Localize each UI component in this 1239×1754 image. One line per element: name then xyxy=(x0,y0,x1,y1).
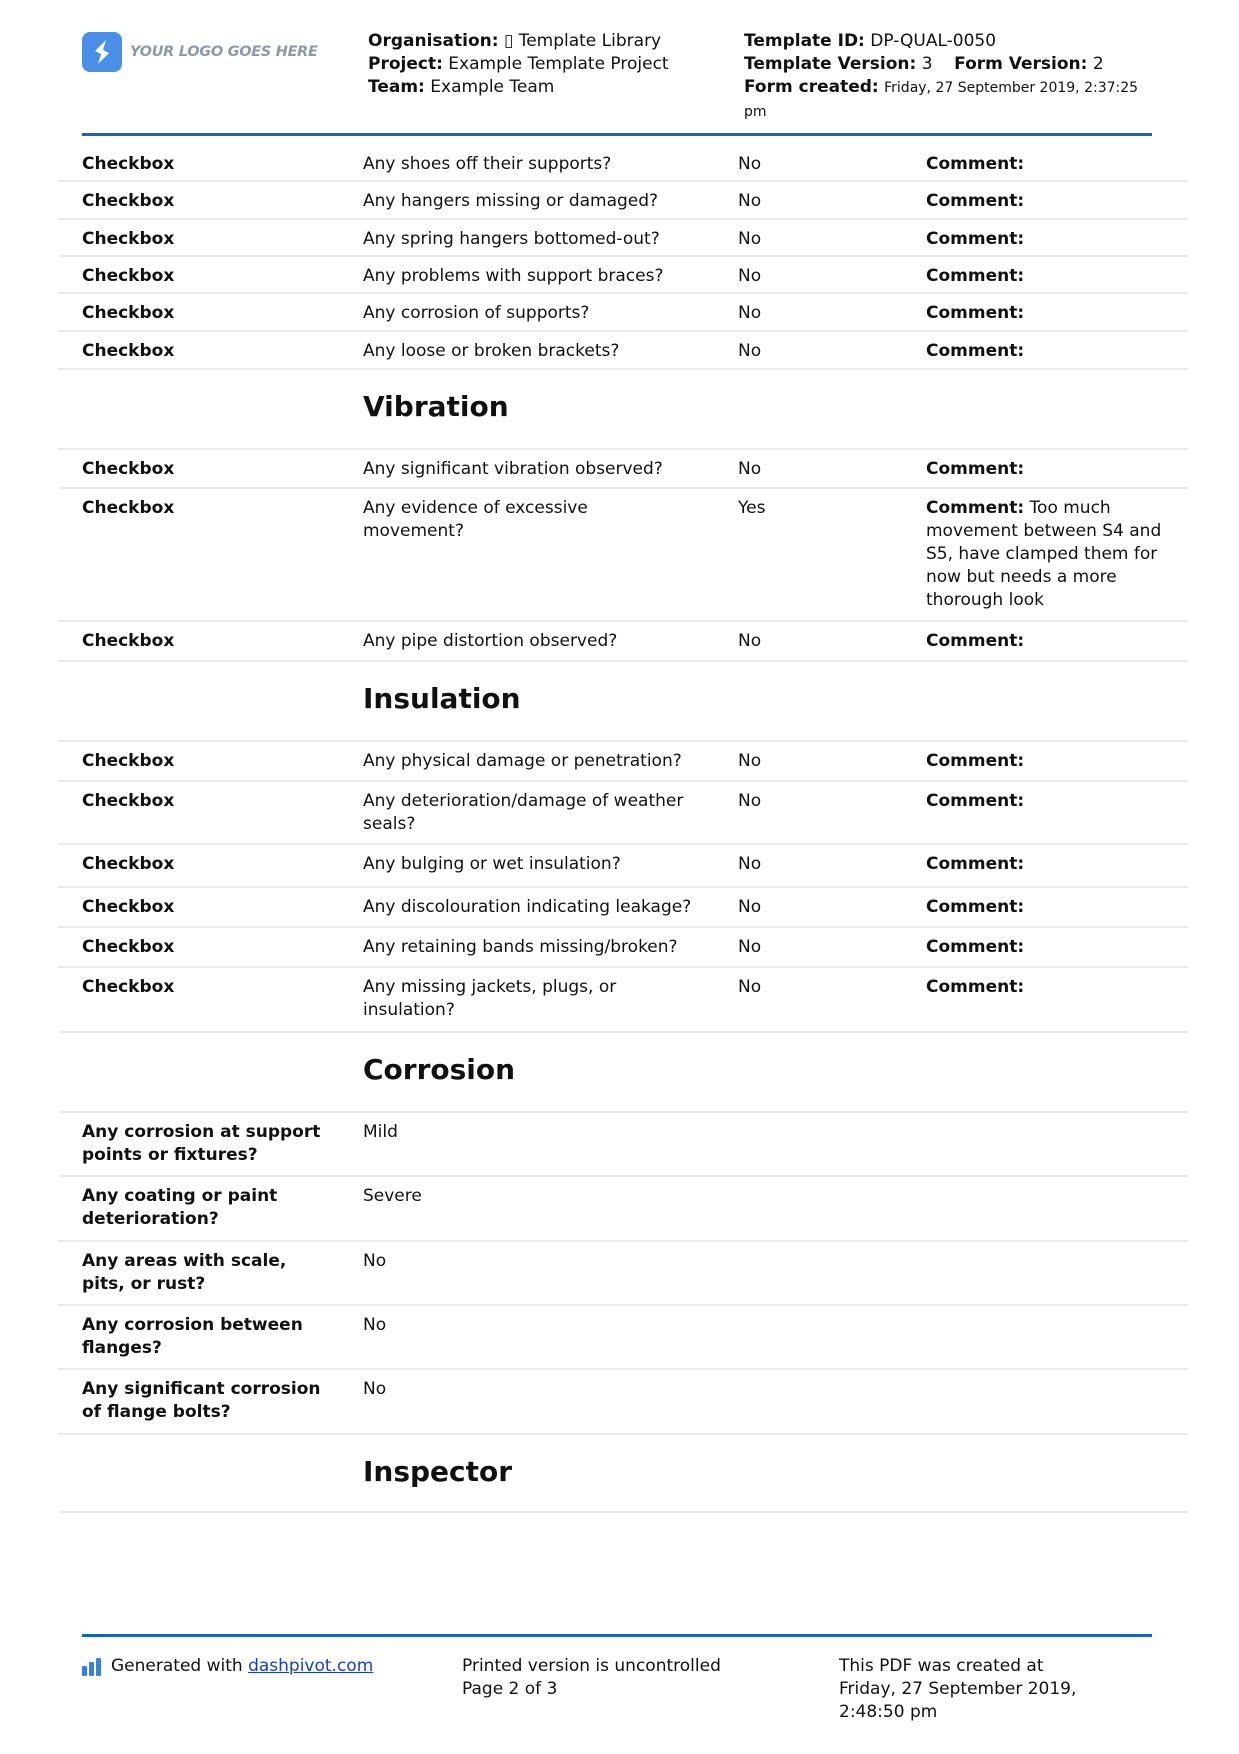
comment-label: Comment: xyxy=(926,459,1025,479)
row-answer: No xyxy=(738,229,762,249)
field-label: Any significant corrosion of flange bolts? xyxy=(82,1379,321,1422)
row-answer: No xyxy=(738,266,762,286)
row-question: Any discolouration indicating leakage? xyxy=(363,897,692,917)
page-number: Page 2 of 3 xyxy=(462,1679,558,1699)
row-answer: Yes xyxy=(738,498,766,518)
table-row xyxy=(58,622,1188,662)
row-answer: No xyxy=(738,303,762,323)
comment-label: Comment: xyxy=(926,303,1025,323)
row-question: Any spring hangers bottomed-out? xyxy=(363,229,660,249)
row-type-label: Checkbox xyxy=(82,191,175,211)
row-answer: No xyxy=(738,459,762,479)
row-comment xyxy=(926,228,1166,251)
row-comment xyxy=(926,896,1166,919)
team-label: Team: xyxy=(368,77,425,97)
table-row xyxy=(58,845,1188,888)
row-answer: No xyxy=(738,631,762,651)
section-header-corrosion xyxy=(58,1033,1188,1113)
row-answer: No xyxy=(738,897,762,917)
table-row xyxy=(58,489,1188,622)
table-row xyxy=(58,1242,1188,1306)
row-type-label: Checkbox xyxy=(82,751,175,771)
form-body xyxy=(58,145,1188,1513)
row-question: Any missing jackets, plugs, or insulation? xyxy=(363,977,617,1020)
project-value: Example Template Project xyxy=(448,54,669,74)
table-row xyxy=(58,742,1188,782)
row-type-label: Checkbox xyxy=(82,791,175,811)
row-type-label: Checkbox xyxy=(82,631,175,651)
field-value: Mild xyxy=(363,1122,398,1142)
row-type-label: Checkbox xyxy=(82,897,175,917)
table-row xyxy=(58,1306,1188,1370)
table-row xyxy=(58,968,1188,1033)
comment-label: Comment: xyxy=(926,498,1025,518)
row-type-label: Checkbox xyxy=(82,154,175,174)
row-comment xyxy=(926,936,1166,959)
row-question: Any hangers missing or damaged? xyxy=(363,191,659,211)
comment-label: Comment: xyxy=(926,229,1025,249)
field-label: Any corrosion at support points or fixtures? xyxy=(82,1122,321,1165)
comment-label: Comment: xyxy=(926,854,1025,874)
comment-text: Too much movement between S4 and S5, have clamped them for now but needs a more thorough look xyxy=(926,498,1162,610)
row-comment xyxy=(926,190,1166,213)
row-type-label: Checkbox xyxy=(82,266,175,286)
comment-label: Comment: xyxy=(926,266,1025,286)
form-version-value: 2 xyxy=(1092,54,1104,74)
generated-prefix: Generated with xyxy=(111,1656,243,1676)
comment-label: Comment: xyxy=(926,937,1025,957)
logo xyxy=(82,32,318,72)
table-row xyxy=(58,782,1188,845)
row-question: Any physical damage or penetration? xyxy=(363,751,682,771)
row-question: Any pipe distortion observed? xyxy=(363,631,618,651)
row-comment xyxy=(926,497,1166,612)
header-template-info xyxy=(744,30,1154,124)
table-row xyxy=(58,888,1188,928)
section-title: Vibration xyxy=(363,390,509,423)
table-row xyxy=(58,928,1188,968)
field-label: Any corrosion between flanges? xyxy=(82,1315,303,1358)
logo-text: YOUR LOGO GOES HERE xyxy=(130,44,318,60)
row-answer: No xyxy=(738,341,762,361)
section-title: Corrosion xyxy=(363,1053,516,1086)
row-comment xyxy=(926,630,1166,653)
form-created-value: Friday, 27 September 2019, 2:37:25 pm xyxy=(744,80,1139,120)
comment-label: Comment: xyxy=(926,897,1025,917)
row-answer: No xyxy=(738,854,762,874)
row-answer: No xyxy=(738,791,762,811)
row-answer: No xyxy=(738,191,762,211)
table-row xyxy=(58,332,1188,370)
form-version-label: Form Version: xyxy=(954,54,1088,74)
table-row xyxy=(58,450,1188,489)
template-version-value: 3 xyxy=(921,54,933,74)
row-type-label: Checkbox xyxy=(82,459,175,479)
row-question: Any shoes off their supports? xyxy=(363,154,612,174)
field-value: Severe xyxy=(363,1186,422,1206)
comment-label: Comment: xyxy=(926,631,1025,651)
row-comment xyxy=(926,340,1166,363)
section-title: Insulation xyxy=(363,682,521,715)
table-row xyxy=(58,257,1188,294)
comment-label: Comment: xyxy=(926,191,1025,211)
footer-generated xyxy=(82,1655,373,1678)
row-comment xyxy=(926,265,1166,288)
team-value: Example Team xyxy=(430,77,555,97)
comment-label: Comment: xyxy=(926,791,1025,811)
comment-label: Comment: xyxy=(926,341,1025,361)
field-value: No xyxy=(363,1251,387,1271)
row-type-label: Checkbox xyxy=(82,937,175,957)
table-row xyxy=(58,1113,1188,1177)
logo-icon xyxy=(82,32,122,72)
row-answer: No xyxy=(738,977,762,997)
row-comment xyxy=(926,750,1166,773)
row-question: Any corrosion of supports? xyxy=(363,303,590,323)
row-comment xyxy=(926,976,1166,999)
dashpivot-link[interactable]: dashpivot.com xyxy=(248,1656,374,1676)
comment-label: Comment: xyxy=(926,154,1025,174)
field-label: Any coating or paint deterioration? xyxy=(82,1186,278,1229)
page-footer xyxy=(82,1634,1152,1722)
form-created-label: Form created: xyxy=(744,77,879,97)
row-comment xyxy=(926,302,1166,325)
row-type-label: Checkbox xyxy=(82,977,175,997)
table-row xyxy=(58,182,1188,220)
table-row xyxy=(58,1370,1188,1435)
footer-page-info xyxy=(462,1655,721,1701)
row-question: Any retaining bands missing/broken? xyxy=(363,937,678,957)
section-title: Inspector xyxy=(363,1455,513,1488)
template-id-label: Template ID: xyxy=(744,31,865,51)
row-type-label: Checkbox xyxy=(82,854,175,874)
row-type-label: Checkbox xyxy=(82,341,175,361)
row-answer: No xyxy=(738,751,762,771)
row-comment xyxy=(926,153,1166,176)
field-label: Any areas with scale, pits, or rust? xyxy=(82,1251,287,1294)
table-row xyxy=(58,220,1188,257)
pdf-created-date: Friday, 27 September 2019, 2:48:50 pm xyxy=(839,1679,1077,1722)
section-header-insulation xyxy=(58,662,1188,742)
section-header-inspector xyxy=(58,1435,1188,1513)
dashpivot-icon xyxy=(82,1658,103,1676)
field-value: No xyxy=(363,1315,387,1335)
row-answer: No xyxy=(738,154,762,174)
row-comment xyxy=(926,790,1166,813)
row-question: Any deterioration/damage of weather seals? xyxy=(363,791,684,834)
footer-created-info xyxy=(839,1655,1139,1724)
row-question: Any evidence of excessive movement? xyxy=(363,498,588,541)
row-comment xyxy=(926,458,1166,481)
field-value: No xyxy=(363,1379,387,1399)
project-label: Project: xyxy=(368,54,443,74)
row-question: Any loose or broken brackets? xyxy=(363,341,620,361)
template-id-value: DP-QUAL-0050 xyxy=(870,31,997,51)
row-comment xyxy=(926,853,1166,876)
row-question: Any problems with support braces? xyxy=(363,266,664,286)
table-row xyxy=(58,145,1188,182)
table-row xyxy=(58,294,1188,332)
comment-label: Comment: xyxy=(926,977,1025,997)
uncontrolled-notice: Printed version is uncontrolled xyxy=(462,1656,721,1676)
pdf-created-label: This PDF was created at xyxy=(839,1656,1044,1676)
page-header xyxy=(82,30,1152,136)
row-type-label: Checkbox xyxy=(82,303,175,323)
organisation-value: ▯ Template Library xyxy=(503,31,662,51)
section-header-vibration xyxy=(58,370,1188,450)
organisation-label: Organisation: xyxy=(368,31,499,51)
row-answer: No xyxy=(738,937,762,957)
header-project-info xyxy=(368,30,669,99)
table-row xyxy=(58,1177,1188,1242)
row-question: Any bulging or wet insulation? xyxy=(363,854,621,874)
row-question: Any significant vibration observed? xyxy=(363,459,663,479)
template-version-label: Template Version: xyxy=(744,54,917,74)
row-type-label: Checkbox xyxy=(82,229,175,249)
comment-label: Comment: xyxy=(926,751,1025,771)
row-type-label: Checkbox xyxy=(82,498,175,518)
